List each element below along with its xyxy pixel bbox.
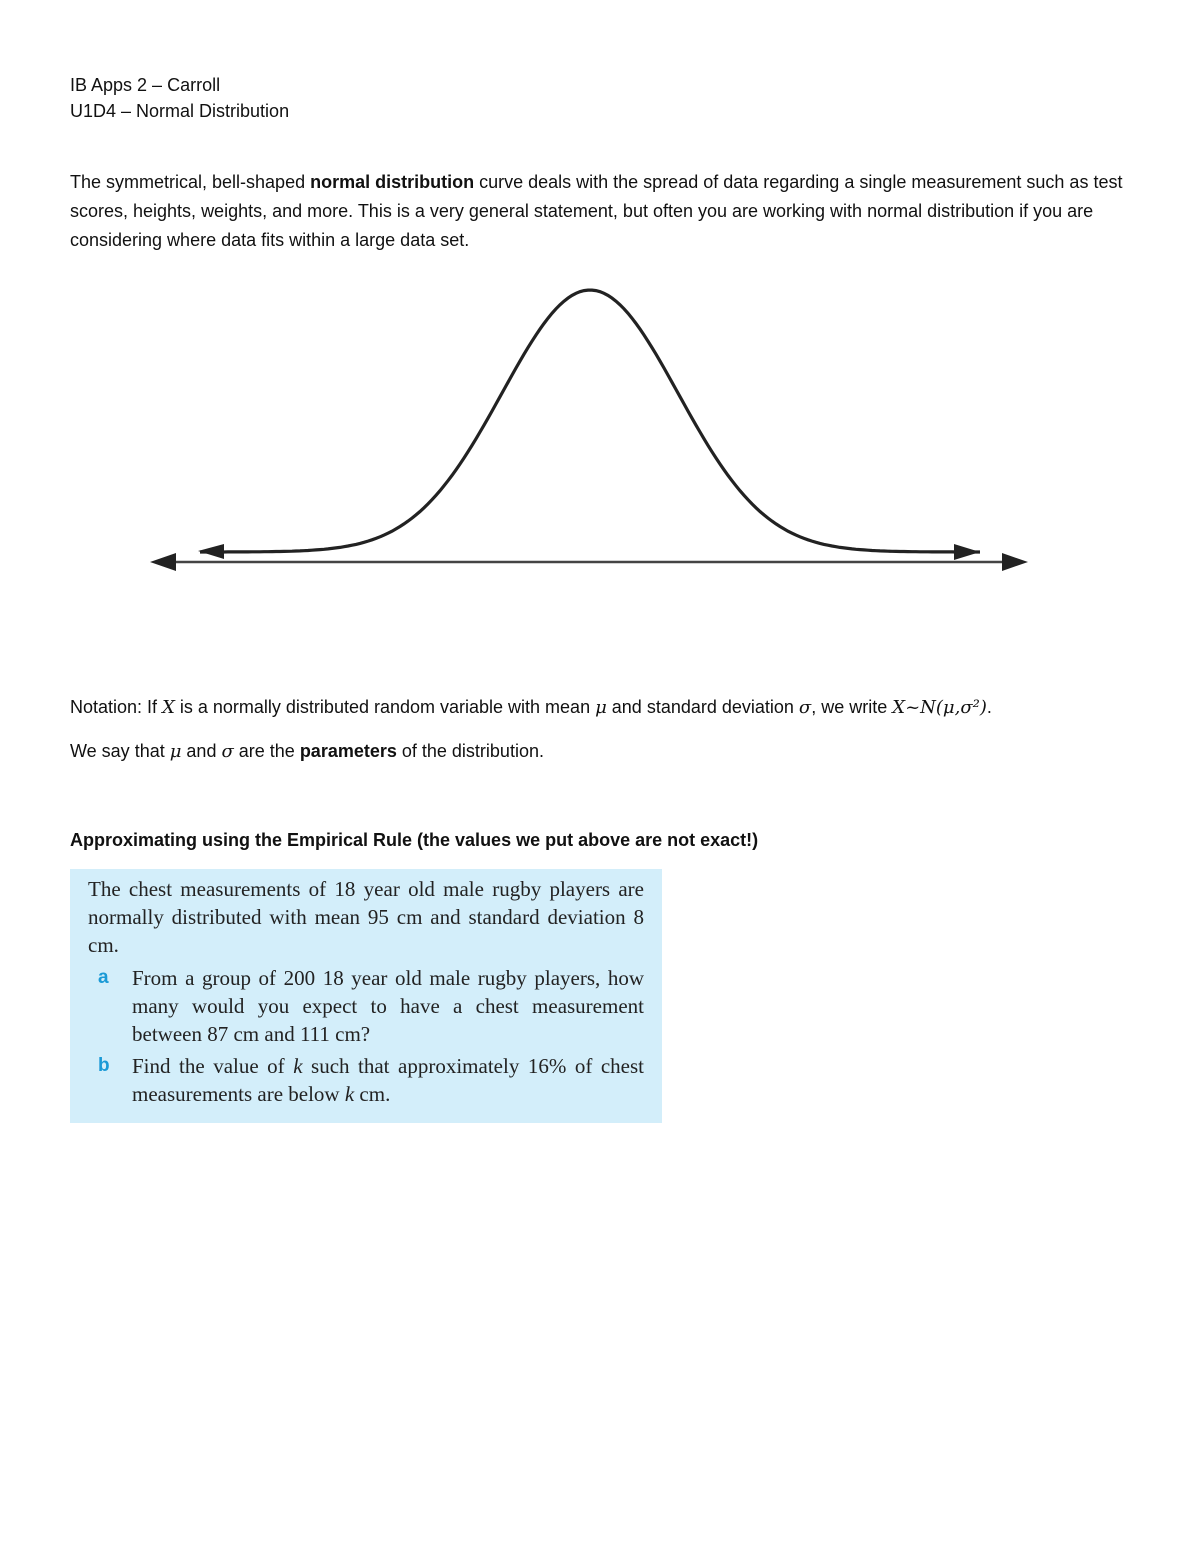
curve-end-arrow-left-icon [198, 544, 224, 559]
axis-arrow-right-icon [1002, 553, 1028, 571]
notation-mid3: , we write [811, 697, 893, 717]
notation-line [70, 694, 992, 721]
params-prefix: We say that [70, 741, 170, 761]
params-bold-term: parameters [299, 741, 397, 761]
intro-paragraph [70, 168, 1140, 255]
item-b-var-k2: k [344, 1082, 355, 1106]
intro-bold-term: normal distribution [310, 172, 475, 192]
item-b-text-mid: such that approximately 16% of chest measurements are below [132, 1054, 644, 1106]
example-intro: The chest measurements of 18 year old male rugby players are normally distributed with mean 95 cm and standard deviation 8 cm. [88, 877, 644, 957]
variable-x: X [162, 697, 175, 718]
axis-arrow-left-icon [150, 553, 176, 571]
bell-curve-figure [140, 272, 1040, 592]
header-lesson: U1D4 – Normal Distribution [70, 101, 290, 121]
params-mid: and [181, 741, 222, 761]
section-heading: Approximating using the Empirical Rule (the values we put above are not exact!) [70, 830, 759, 850]
params-mid2: are the [233, 741, 300, 761]
notation-suffix: . [986, 697, 992, 717]
intro-text-end: curve deals with the spread of data regarding a single measurement such as test scores, heights, weights, and more. This is a very general statement, but often you are working with normal distribution if you are considering where data fits within a large data set. [70, 172, 1123, 250]
curve-end-arrow-right-icon [954, 544, 980, 560]
params-mu: μ [169, 741, 182, 762]
notation-mid1: is a normally distributed random variable with mean [174, 697, 596, 717]
notation-formula: X~N(μ,σ²) [892, 697, 987, 718]
item-text-b [132, 1052, 644, 1108]
intro-text-start: The symmetrical, bell-shaped [70, 172, 311, 192]
item-letter-a: a [98, 967, 109, 988]
example-box [70, 869, 662, 1123]
params-suffix: of the distribution. [396, 741, 544, 761]
symbol-mu: μ [595, 697, 607, 718]
item-b-text-end: cm. [354, 1082, 391, 1106]
notation-mid2: and standard deviation [606, 697, 799, 717]
notation-prefix: Notation: If [70, 697, 163, 717]
item-b-text-start: Find the value of [132, 1054, 294, 1078]
symbol-sigma: σ [798, 697, 812, 718]
normal-curve [200, 290, 980, 552]
item-text-a: From a group of 200 18 year old male rugby players, how many would you expect to have a chest measurement between 87 cm and 111 cm? [132, 966, 644, 1046]
item-b-var-k1: k [293, 1054, 303, 1078]
params-sigma: σ [221, 741, 234, 762]
item-letter-b: b [98, 1055, 110, 1076]
header-course: IB Apps 2 – Carroll [70, 75, 221, 95]
parameters-line [70, 738, 544, 765]
